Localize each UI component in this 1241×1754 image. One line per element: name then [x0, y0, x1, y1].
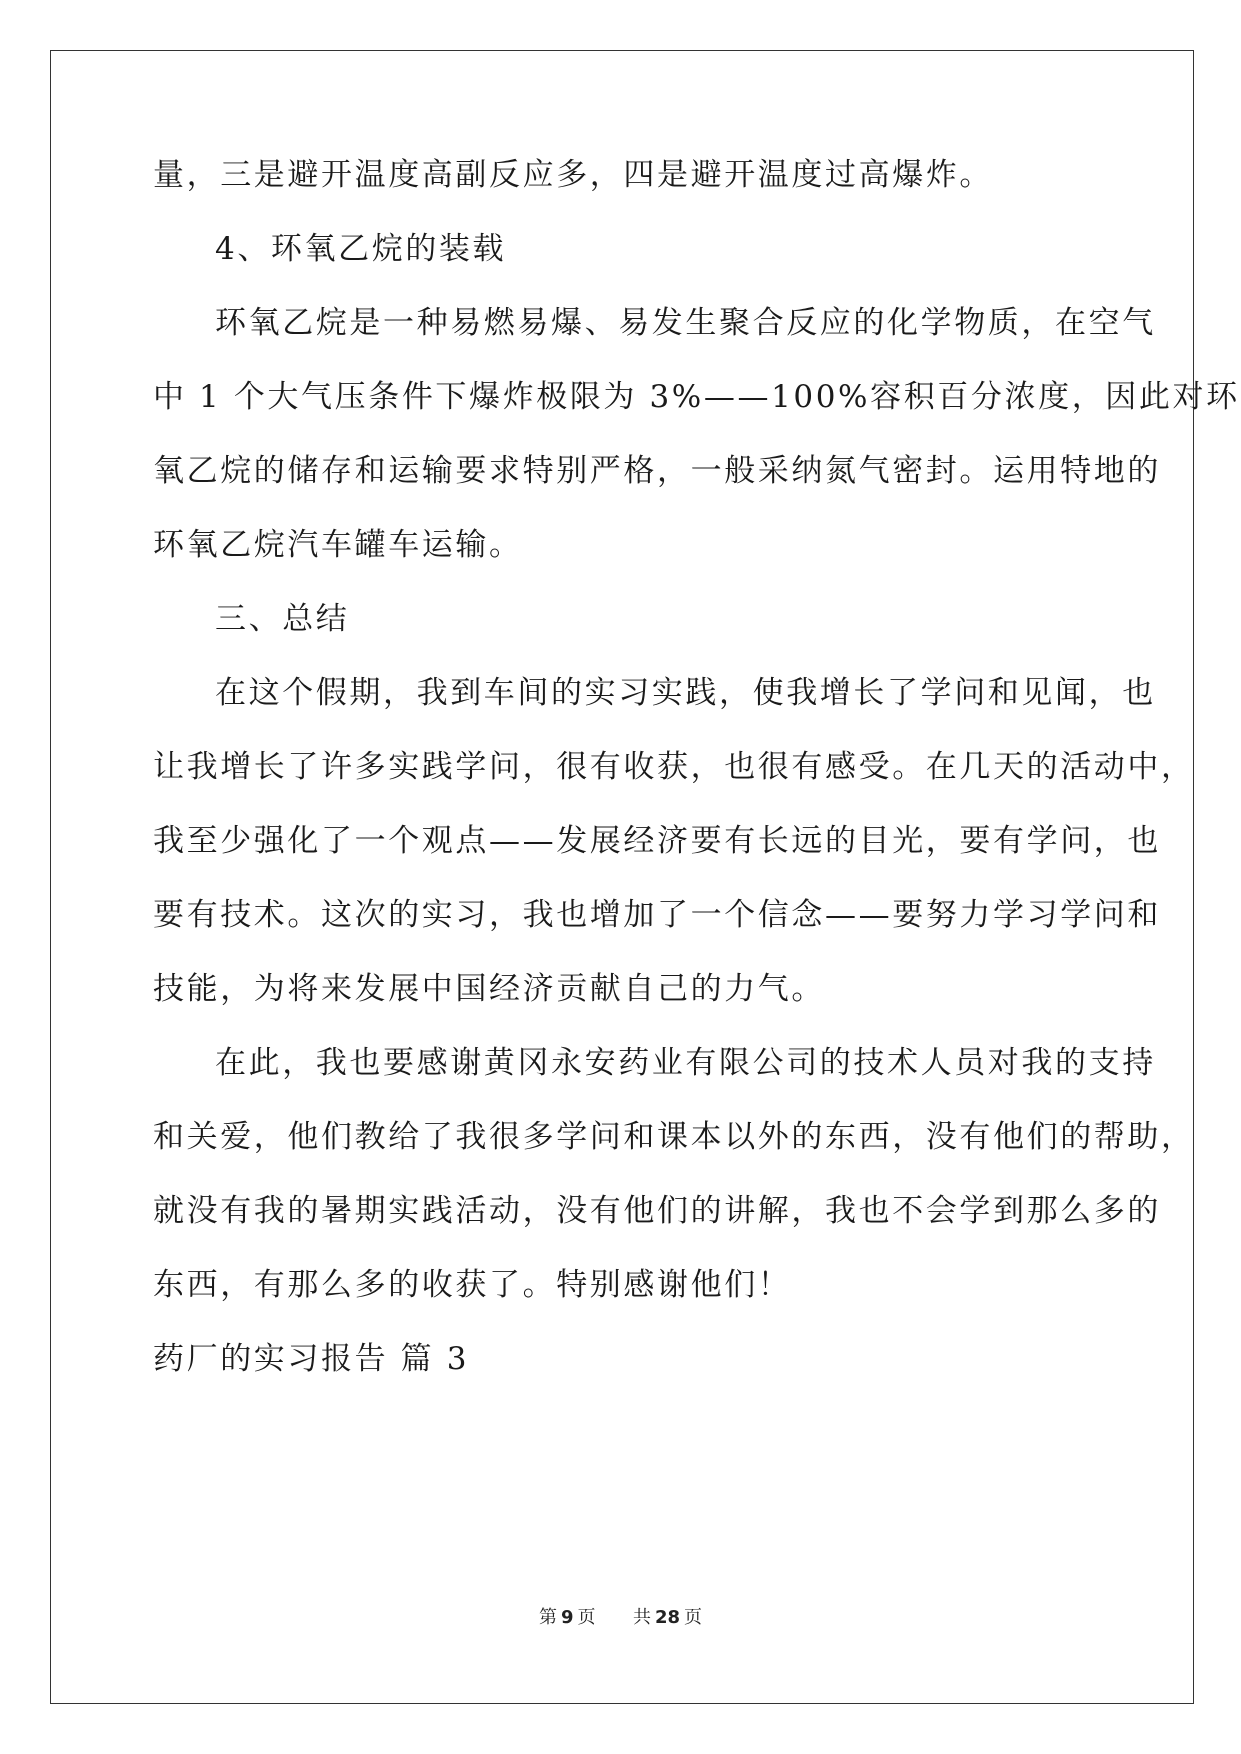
page-number: 9	[560, 1607, 574, 1628]
paragraph-line: 让我增长了许多实践学问，很有收获，也很有感受。在几天的活动中，	[153, 749, 1195, 785]
paragraph-line: 环氧乙烷汽车罐车运输。	[153, 527, 523, 563]
paragraph-line: 技能，为将来发展中国经济贡献自己的力气。	[153, 971, 825, 1007]
paragraph-line: 在此，我也要感谢黄冈永安药业有限公司的技术人员对我的支持	[215, 1045, 1156, 1081]
paragraph-line: 在这个假期，我到车间的实习实践，使我增长了学问和见闻，也	[215, 675, 1156, 711]
section-heading: 三、总结	[215, 601, 350, 637]
page-prefix: 第	[538, 1607, 557, 1628]
page-border	[50, 50, 1194, 1704]
paragraph-line: 量，三是避开温度高副反应多，四是避开温度过高爆炸。	[153, 157, 993, 193]
paragraph-line: 氧乙烷的储存和运输要求特别严格，一般采纳氮气密封。运用特地的	[153, 453, 1161, 489]
paragraph-line: 就没有我的暑期实践活动，没有他们的讲解，我也不会学到那么多的	[153, 1193, 1161, 1229]
total-pages: 28	[654, 1607, 681, 1628]
paragraph-line: 中 1 个大气压条件下爆炸极限为 3%——100%容积百分浓度，因此对环	[153, 379, 1240, 415]
paragraph-line: 和关爱，他们教给了我很多学问和课本以外的东西，没有他们的帮助，	[153, 1119, 1195, 1155]
paragraph-line: 东西，有那么多的收获了。特别感谢他们！	[153, 1267, 792, 1303]
paragraph-line: 要有技术。这次的实习，我也增加了一个信念——要努力学习学问和	[153, 897, 1161, 933]
paragraph-line: 环氧乙烷是一种易燃易爆、易发生聚合反应的化学物质，在空气	[215, 305, 1156, 341]
page-footer	[0, 1606, 1241, 1630]
page-suffix: 页	[577, 1607, 596, 1628]
total-suffix: 页	[684, 1607, 703, 1628]
total-prefix: 共	[632, 1607, 651, 1628]
section-heading: 4、环氧乙烷的装载	[215, 231, 507, 267]
paragraph-line: 我至少强化了一个观点——发展经济要有长远的目光，要有学问，也	[153, 823, 1161, 859]
article-title: 药厂的实习报告 篇 3	[153, 1341, 470, 1377]
